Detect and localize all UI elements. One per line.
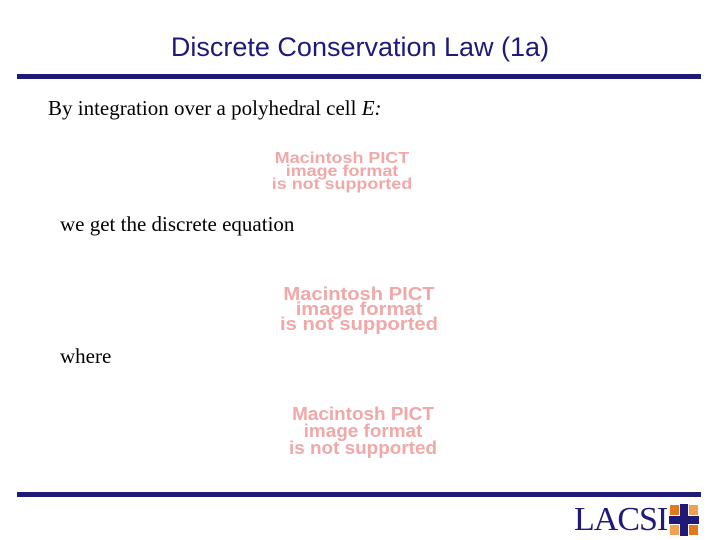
where-text: where bbox=[60, 344, 112, 368]
intro-text bbox=[48, 96, 382, 121]
lacsi-logo bbox=[574, 502, 699, 538]
discrete-equation-text: we get the discrete equation bbox=[60, 212, 295, 236]
pict-line-3: is not supported bbox=[271, 176, 413, 194]
pict-line-2: image format bbox=[295, 298, 423, 319]
pict-line-2: image format bbox=[285, 163, 399, 181]
pict-line-1: Macintosh PICT bbox=[274, 150, 410, 167]
pict-line-1: Macintosh PICT bbox=[292, 404, 434, 424]
footer-divider bbox=[17, 492, 701, 497]
intro-prefix: By integration over a polyhedral cell bbox=[48, 96, 362, 120]
pict-placeholder-1 bbox=[203, 150, 481, 194]
pict-line-3: is not supported bbox=[288, 438, 438, 459]
cross-emblem-icon bbox=[669, 504, 699, 536]
title-divider bbox=[17, 74, 701, 79]
pict-placeholder-3 bbox=[232, 406, 495, 457]
pict-placeholder-2 bbox=[197, 284, 522, 334]
logo-text: LACSI bbox=[574, 501, 668, 538]
pict-line-3: is not supported bbox=[280, 313, 438, 334]
slide-title: Discrete Conservation Law (1a) bbox=[170, 32, 550, 62]
pict-line-2: image format bbox=[303, 421, 423, 442]
cell-variable: E: bbox=[361, 96, 382, 120]
pict-line-1: Macintosh PICT bbox=[283, 284, 435, 304]
